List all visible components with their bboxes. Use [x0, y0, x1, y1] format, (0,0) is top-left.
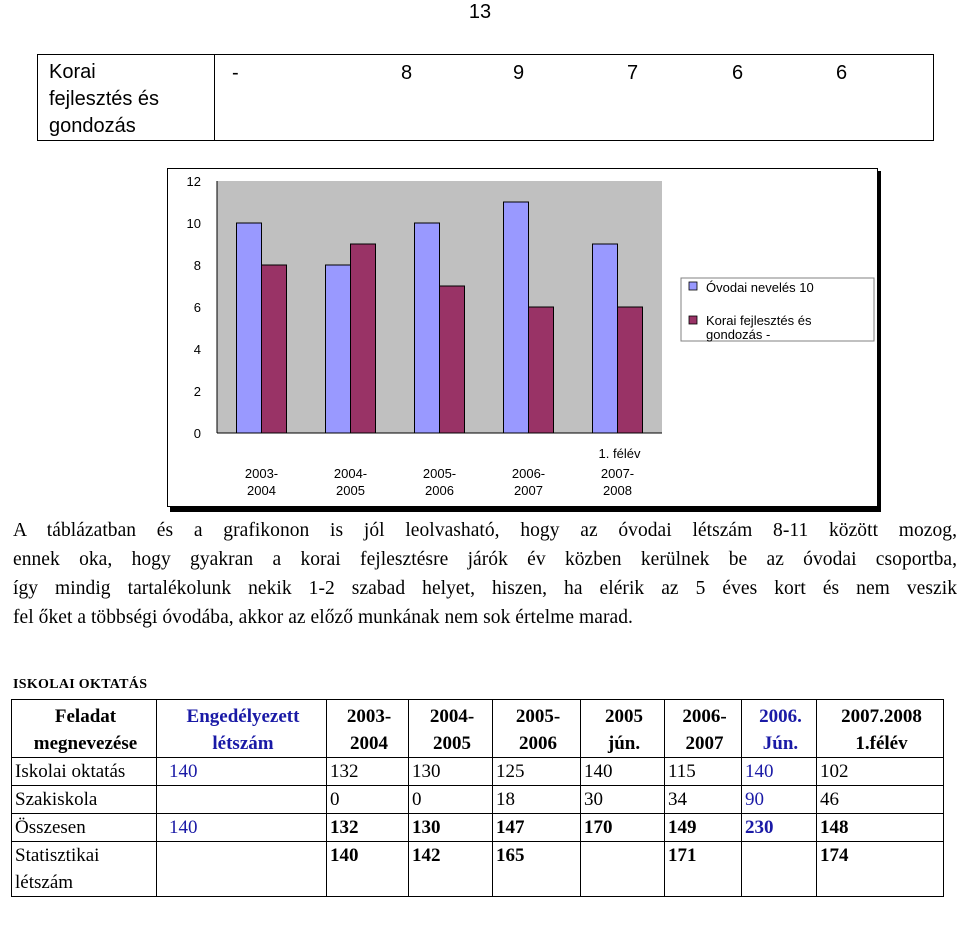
value-cell: 6	[732, 62, 744, 84]
x-tick-label: 2003-	[244, 466, 279, 481]
top-data-table	[37, 54, 934, 141]
column-header-line: 1.félév	[855, 733, 908, 754]
table-cell: 174	[817, 842, 944, 897]
bar	[415, 223, 440, 433]
table-cell	[157, 786, 327, 814]
column-header-line: 2003-	[346, 706, 392, 727]
x-tick-label: 2007	[514, 483, 543, 498]
table-cell	[742, 842, 817, 897]
column-header-line: 2004	[350, 733, 388, 754]
table-cell: 34	[665, 786, 742, 814]
x-tick-label: 2004-	[333, 466, 368, 481]
bar	[529, 307, 554, 433]
row-label: Iskolai oktatás	[12, 758, 157, 786]
column-header	[742, 700, 817, 758]
table-cell: 130	[409, 758, 493, 786]
column-header	[157, 700, 327, 758]
column-header-line: 2005	[433, 733, 471, 754]
paragraph-line: A táblázatban és a grafikonon is jól leolvasható, hogy az óvodai létszám 8-11 között mozog,	[13, 520, 957, 541]
table-cell: 148	[817, 814, 944, 842]
column-header-line: 2007	[685, 733, 724, 754]
row-label-cell	[38, 55, 215, 141]
section-title: ISKOLAI OKTATÁS	[13, 677, 148, 692]
column-header-line: Feladat	[54, 706, 117, 727]
value-cell: 8	[401, 62, 413, 84]
paragraph-line: így mindig tartalékolunk nekik 1-2 szabad helyet, hiszen, ha elérik az 5 éves kort és nem veszik	[13, 578, 957, 599]
y-tick-label: 6	[193, 300, 201, 315]
table-row	[12, 814, 944, 842]
table-row	[12, 786, 944, 814]
column-header	[665, 700, 742, 758]
table-cell: 140	[157, 814, 327, 842]
row-label: Statisztikai létszám	[12, 842, 157, 897]
row-label-line: Korai	[49, 61, 96, 83]
bar	[440, 286, 465, 433]
value-cell: -	[232, 62, 239, 84]
legend-label: Korai fejlesztés és	[706, 313, 812, 328]
bar	[593, 244, 618, 433]
table-cell: 147	[493, 814, 581, 842]
table-cell: 140	[327, 842, 409, 897]
table-cell: 130	[409, 814, 493, 842]
value-cell: 7	[627, 62, 639, 84]
column-header	[493, 700, 581, 758]
x-tick-label: 2005	[336, 483, 365, 498]
x-tick-label: 2004	[247, 483, 276, 498]
column-header	[12, 700, 157, 758]
column-header-line: 2004-	[429, 706, 475, 727]
table-cell: 90	[742, 786, 817, 814]
legend-swatch	[689, 316, 697, 324]
school-education-table	[11, 699, 944, 897]
table-cell: 132	[327, 758, 409, 786]
column-header-line: Engedélyezett	[186, 706, 300, 727]
paragraph-line: fel őket a többségi óvodába, akkor az előző munkának nem sok értelme marad.	[13, 607, 633, 628]
table-cell: 171	[665, 842, 742, 897]
row-label: Összesen	[12, 814, 157, 842]
enrollment-bar-chart	[167, 168, 882, 513]
column-header	[581, 700, 665, 758]
row-label-line: gondozás	[49, 115, 136, 137]
y-tick-label: 2	[193, 384, 201, 399]
category-annotation: 1. félév	[598, 446, 641, 461]
x-tick-label: 2006	[425, 483, 454, 498]
table-cell: 170	[581, 814, 665, 842]
paragraph-line: ennek oka, hogy gyakran a korai fejlesztésre járók év közben kerülnek be az óvodai csoportba,	[13, 549, 957, 570]
column-header	[327, 700, 409, 758]
column-header-line: 2006.	[759, 706, 802, 727]
y-tick-label: 12	[186, 174, 201, 189]
header-row	[12, 700, 944, 758]
table-cell: 140	[742, 758, 817, 786]
legend-label: gondozás -	[706, 327, 771, 342]
table-cell: 165	[493, 842, 581, 897]
x-tick-label: 2006-	[511, 466, 546, 481]
table-cell: 125	[493, 758, 581, 786]
column-header-line: 2006	[519, 733, 557, 754]
bar	[326, 265, 351, 433]
column-header	[817, 700, 944, 758]
value-cell: 6	[836, 62, 848, 84]
table-cell	[581, 842, 665, 897]
row-label-line: fejlesztés és	[49, 88, 160, 110]
x-tick-label: 2007-	[600, 466, 635, 481]
bar	[618, 307, 643, 433]
y-tick-label: 0	[193, 426, 201, 441]
table-cell	[157, 842, 327, 897]
page-number: 13	[468, 1, 492, 23]
bar	[237, 223, 262, 433]
column-header-line: 2005-	[515, 706, 561, 727]
column-header-line: jún.	[607, 733, 641, 754]
column-header-line: megnevezése	[33, 733, 138, 754]
table-row	[12, 842, 944, 897]
y-tick-label: 4	[193, 342, 201, 357]
bar	[262, 265, 287, 433]
x-tick-label: 2008	[603, 483, 632, 498]
legend-swatch	[689, 282, 697, 290]
bar	[351, 244, 376, 433]
table-cell: 230	[742, 814, 817, 842]
table-cell: 142	[409, 842, 493, 897]
paragraph	[13, 516, 957, 632]
bar	[504, 202, 529, 433]
y-tick-label: 10	[186, 216, 201, 231]
table-cell: 30	[581, 786, 665, 814]
table-cell: 115	[665, 758, 742, 786]
column-header-line: létszám	[212, 733, 274, 754]
y-tick-label: 8	[193, 258, 201, 273]
x-tick-label: 2005-	[422, 466, 457, 481]
table-cell: 102	[817, 758, 944, 786]
column-header	[409, 700, 493, 758]
legend-label: Óvodai nevelés 10	[706, 280, 814, 295]
table-cell: 149	[665, 814, 742, 842]
row-values-cell	[215, 55, 934, 141]
table-cell: 132	[327, 814, 409, 842]
column-header-line: 2006-	[682, 706, 727, 727]
table-cell: 0	[409, 786, 493, 814]
table-cell: 46	[817, 786, 944, 814]
table-cell: 140	[581, 758, 665, 786]
column-header-line: 2007.2008	[841, 706, 922, 727]
column-header-line: Jún.	[762, 733, 799, 754]
table-cell: 0	[327, 786, 409, 814]
value-cell: 9	[513, 62, 525, 84]
table-cell: 140	[157, 758, 327, 786]
table-row	[12, 758, 944, 786]
column-header-line: 2005	[605, 706, 643, 727]
row-label: Szakiskola	[12, 786, 157, 814]
table-cell: 18	[493, 786, 581, 814]
